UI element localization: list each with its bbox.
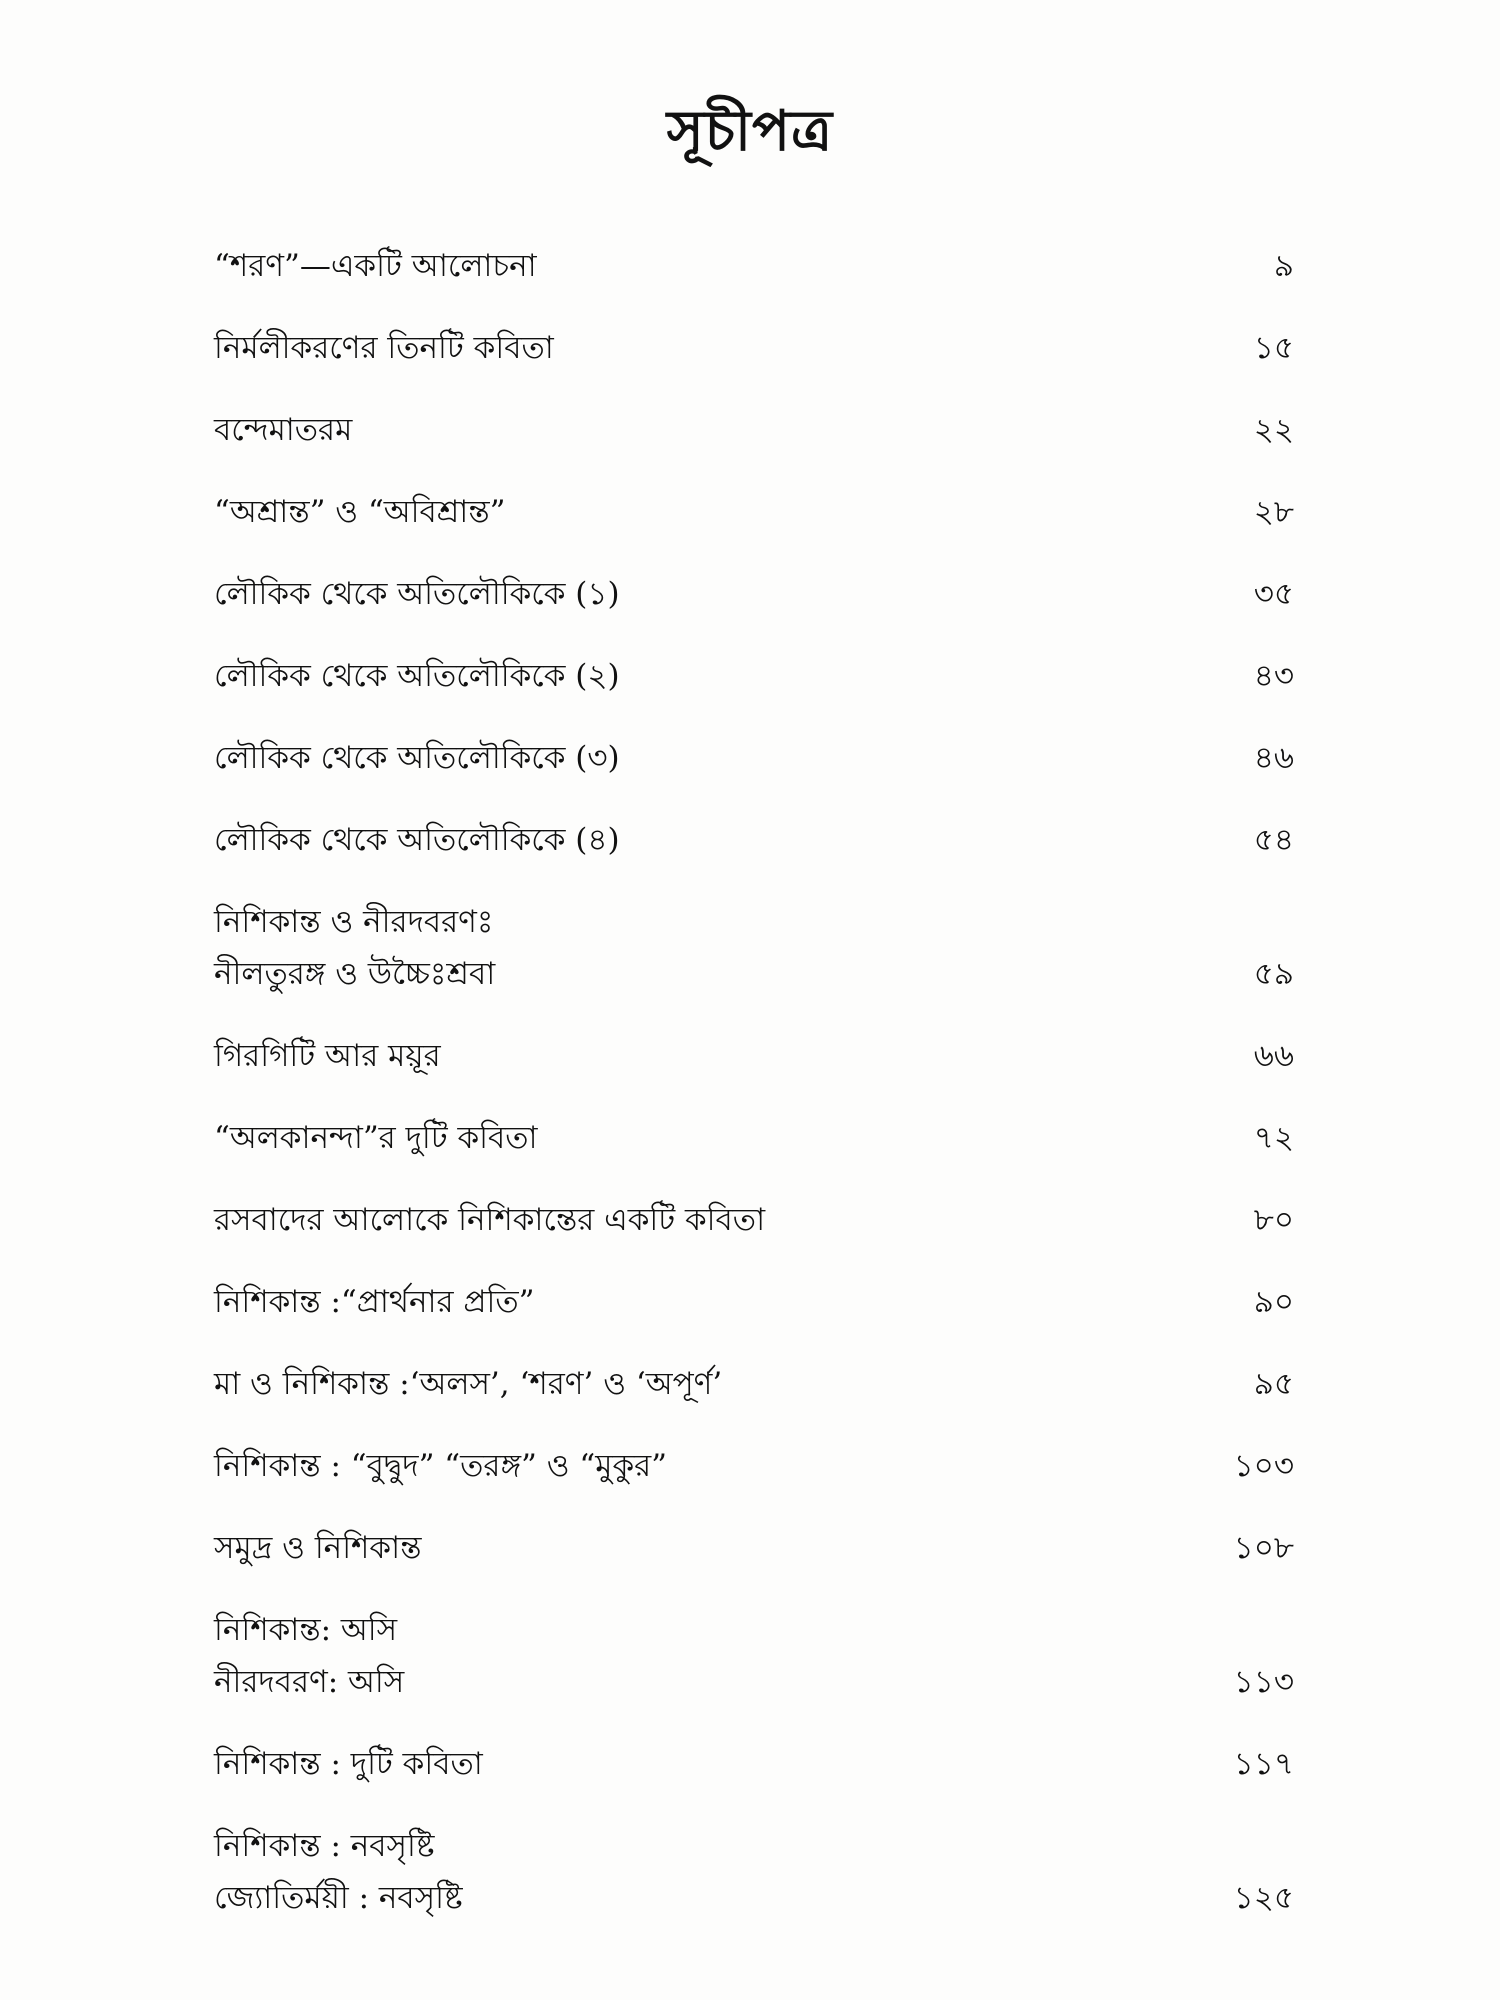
toc-entry-title-line: নিশিকান্ত : দুটি কবিতা (214, 1746, 483, 1782)
toc-entry-title-line: রসবাদের আলোকে নিশিকান্তের একটি কবিতা (214, 1202, 766, 1238)
toc-entry-title-line: “শরণ”—একটি আলোচনা (214, 248, 537, 284)
toc-entry-title (214, 732, 620, 784)
toc-entry-page-number: ৮০ (1253, 1202, 1294, 1238)
toc-entry-title-line: মা ও নিশিকান্ত :‘অলস’, ‘শরণ’ ও ‘অপূর্ণ’ (214, 1366, 723, 1402)
toc-entry-page-number: ৯৫ (1253, 1366, 1294, 1402)
toc-entry-title-line: নিশিকান্ত : নবসৃষ্টি (214, 1828, 435, 1864)
toc-entry-title-line: নির্মলীকরণের তিনটি কবিতা (214, 330, 554, 366)
toc-entry-title (214, 1112, 538, 1164)
toc-entry-page-number: ৭২ (1253, 1120, 1294, 1156)
toc-entry-title-line: জ্যোতির্ময়ী : নবসৃষ্টি (214, 1880, 463, 1916)
toc-entry-title (214, 1820, 463, 1924)
toc-entry (214, 322, 1294, 374)
toc-entry (214, 568, 1294, 620)
toc-entry-title-line: নীলতুরঙ্গ ও উচ্চৈঃশ্রবা (214, 956, 496, 992)
toc-entry (214, 650, 1294, 702)
toc-entry (214, 1440, 1294, 1492)
toc-entry-page-number: ১২৫ (1233, 1880, 1294, 1916)
toc-entry (214, 1112, 1294, 1164)
toc-entry-title-line: সমুদ্র ও নিশিকান্ত (214, 1530, 422, 1566)
toc-entry-title (214, 240, 537, 292)
toc-entry-title (214, 322, 554, 374)
toc-entry (214, 896, 1294, 1000)
toc-entry-title (214, 568, 620, 620)
toc-entry-title-line: “অশ্রান্ত” ও “অবিশ্রান্ত” (214, 494, 506, 530)
toc-entry-page-number: ২৮ (1253, 494, 1294, 530)
toc-entry (214, 1604, 1294, 1708)
page-title: সূচীপত্র (666, 98, 834, 164)
toc-entry-title (214, 1522, 421, 1574)
toc-entry-page-number: ৫৪ (1253, 822, 1294, 858)
toc-entry-page-number: ১১৭ (1233, 1746, 1294, 1782)
toc-entry-page-number: ৩৫ (1253, 576, 1294, 612)
toc-entry-page-number: ৪৩ (1253, 658, 1294, 694)
toc-entry-page-number: ৯০ (1253, 1284, 1294, 1320)
toc-entry (214, 732, 1294, 784)
toc-entry-title (214, 1030, 441, 1082)
toc-entry-title (214, 486, 506, 538)
toc-entry-title-line: গিরগিটি আর ময়ূর (214, 1038, 441, 1074)
toc-entry-title-line: লৌকিক থেকে অতিলৌকিকে (৩) (214, 740, 620, 776)
toc-entry-page-number: ১০৩ (1233, 1448, 1294, 1484)
toc-entry-title-line: নিশিকান্ত: অসি (214, 1612, 398, 1648)
toc-entry-title (214, 1276, 535, 1328)
toc-entry-title (214, 650, 620, 702)
toc-entry-title-line: লৌকিক থেকে অতিলৌকিকে (১) (214, 576, 620, 612)
toc-entry-title-line: লৌকিক থেকে অতিলৌকিকে (৪) (214, 822, 620, 858)
toc-entry-page-number: ৫৯ (1253, 956, 1294, 992)
toc-entry (214, 1194, 1294, 1246)
toc-entry-title (214, 896, 495, 1000)
toc-entry-title-line: নিশিকান্ত :“প্রার্থনার প্রতি” (214, 1284, 535, 1320)
toc-entry (214, 1276, 1294, 1328)
toc-entry-page-number: ১০৮ (1233, 1530, 1294, 1566)
table-of-contents (214, 240, 1294, 1954)
toc-entry-title-line: নিশিকান্ত ও নীরদবরণঃ (214, 904, 494, 940)
toc-entry-page-number: ৯ (1273, 248, 1294, 284)
toc-entry (214, 1522, 1294, 1574)
toc-entry (214, 240, 1294, 292)
toc-entry (214, 1820, 1294, 1924)
toc-entry (214, 404, 1294, 456)
toc-entry-title-line: লৌকিক থেকে অতিলৌকিকে (২) (214, 658, 620, 694)
toc-entry-title-line: নিশিকান্ত : “বুদ্বুদ” “তরঙ্গ” ও “মুকুর” (214, 1448, 668, 1484)
toc-entry-title (214, 1738, 483, 1790)
toc-entry-page-number: ১১৩ (1233, 1664, 1294, 1700)
toc-entry-page-number: ৬৬ (1253, 1038, 1294, 1074)
toc-entry (214, 814, 1294, 866)
toc-entry-page-number: ১৫ (1253, 330, 1294, 366)
toc-entry-title (214, 404, 352, 456)
toc-entry-page-number: ৪৬ (1253, 740, 1294, 776)
toc-entry-title-line: বন্দেমাতরম (214, 412, 353, 448)
toc-entry (214, 1030, 1294, 1082)
toc-entry-title-line: নীরদবরণ: অসি (214, 1664, 405, 1700)
toc-entry (214, 486, 1294, 538)
toc-entry-title (214, 814, 620, 866)
toc-entry-title (214, 1358, 722, 1410)
toc-entry (214, 1358, 1294, 1410)
toc-entry-title (214, 1194, 765, 1246)
toc-entry-title (214, 1604, 404, 1708)
toc-entry-page-number: ২২ (1253, 412, 1294, 448)
toc-entry (214, 1738, 1294, 1790)
toc-entry-title-line: “অলকানন্দা”র দুটি কবিতা (214, 1120, 538, 1156)
toc-entry-title (214, 1440, 667, 1492)
